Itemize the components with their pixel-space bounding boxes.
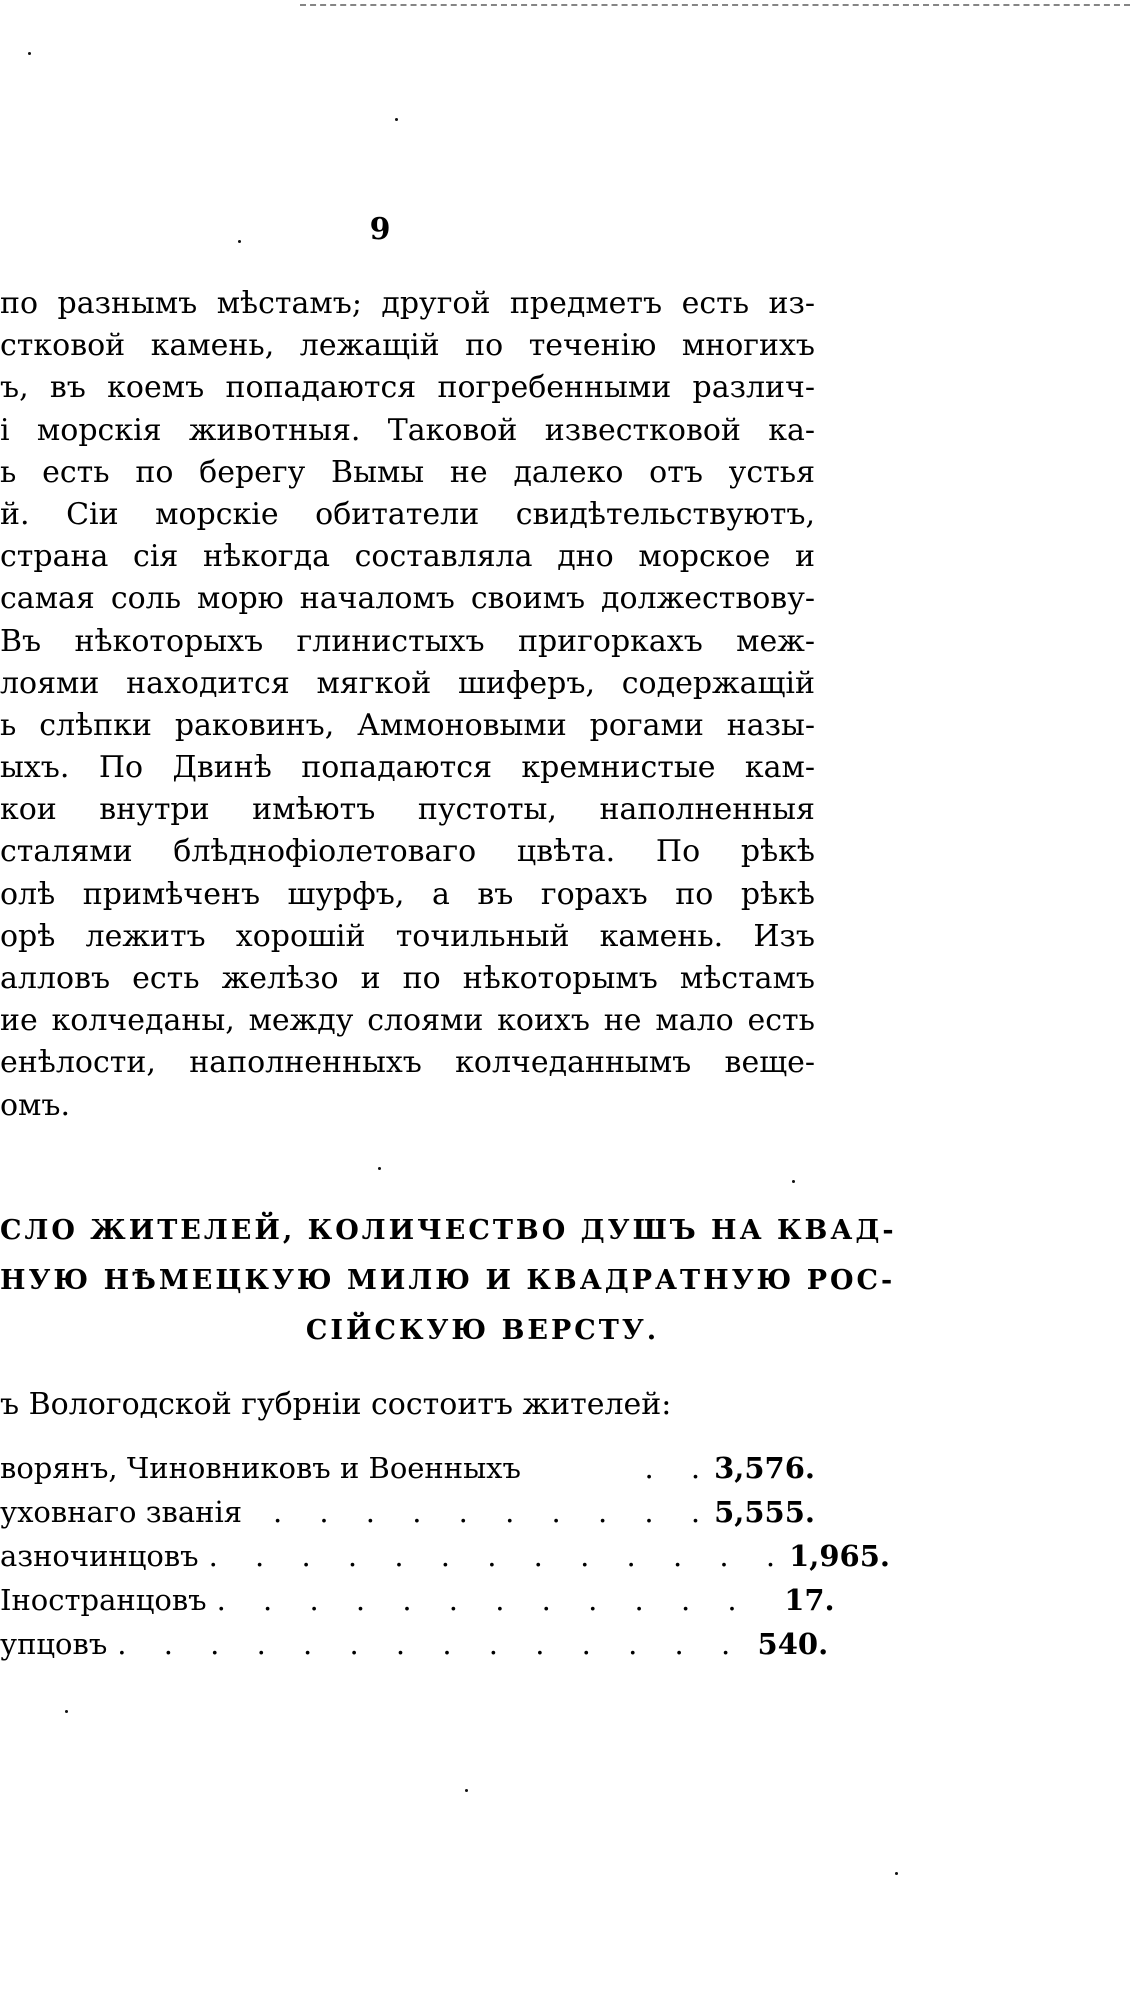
text-line: лоями находится мягкой шиферъ, содержащій [0, 665, 815, 701]
dot-leader: . . . . . . . . . . . . . . [117, 1627, 745, 1661]
dot-leader: . . . . . . . . . . . . . [208, 1539, 790, 1573]
paper-speck [238, 240, 241, 243]
table-row [0, 1534, 890, 1578]
paper-speck [895, 1872, 898, 1875]
text-line: й. Сіи морскіе обитатели свидѣтельствуютъ, [0, 496, 815, 532]
row-label: азночинцовъ [0, 1539, 199, 1573]
table-row [0, 1578, 835, 1622]
text-line: енѣлости, наполненныхъ колчеданнымъ веще- [0, 1045, 815, 1081]
text-line: Въ нѣкоторыхъ глинистыхъ пригоркахъ меж- [0, 623, 815, 659]
text-line: по разнымъ мѣстамъ; другой предметъ есть из- [0, 286, 815, 321]
population-table [0, 1446, 890, 1666]
row-value: 17. [784, 1583, 835, 1617]
text-line: ие колчеданы, между слоями коихъ не мало есть [0, 1003, 815, 1039]
text-line: олѣ примѣченъ шурфъ, а въ горахъ по рѣкѣ [0, 876, 815, 912]
row-value: 1,965. [789, 1539, 890, 1573]
text-line: кои внутри имѣютъ пустоты, наполненныя [0, 792, 815, 828]
text-line: самая соль морю началомъ своимъ должествову- [0, 581, 815, 617]
table-row [0, 1446, 815, 1490]
text-line: сталями блѣднофіолетоваго цвѣта. По рѣкѣ [0, 834, 815, 870]
text-line: ыхъ. По Двинѣ попадаются кремнистые кам- [0, 750, 815, 786]
row-value: 3,576. [714, 1451, 815, 1485]
row-value: 540. [757, 1627, 829, 1661]
paper-speck [395, 118, 398, 121]
text-line: орѣ лежитъ хорошій точильный камень. Изъ [0, 918, 815, 954]
heading-line: СЛО ЖИТЕЛЕЙ, КОЛИЧЕСТВО ДУШЪ НА КВАД- [0, 1215, 897, 1246]
row-label: Іностранцовъ [0, 1583, 207, 1617]
row-label: ворянъ, Чиновниковъ и Военныхъ [0, 1451, 521, 1485]
text-line: стковой камень, лежащій по теченію многихъ [0, 328, 815, 364]
paper-speck [65, 1710, 68, 1713]
population-intro: ъ Вологодской губрніи состоитъ жителей: [0, 1387, 672, 1422]
body-paragraph [0, 283, 815, 1127]
paper-speck [465, 1789, 468, 1792]
text-line: і морскія животныя. Таковой известковой ка- [0, 412, 815, 448]
paper-speck [378, 1167, 381, 1170]
paper-speck [792, 1180, 795, 1183]
text-line: алловъ есть желѣзо и по нѣкоторымъ мѣстамъ [0, 961, 815, 996]
text-line: ъ, въ коемъ попадаются погребенными различ- [0, 370, 815, 406]
dot-leader: . . [644, 1451, 715, 1485]
row-value: 5,555. [714, 1495, 815, 1529]
row-label: упцовъ [0, 1627, 108, 1661]
row-label: уховнаго званія [0, 1495, 243, 1529]
heading-line: СІЙСКУЮ ВЕРСТУ. [305, 1315, 660, 1346]
text-line: ь слѣпки раковинъ, Аммоновыми рогами назы- [0, 707, 815, 743]
text-line: омъ. [0, 1087, 71, 1123]
table-row [0, 1490, 815, 1534]
heading-line: НУЮ НѢМЕЦКУЮ МИЛЮ И КВАДРАТНУЮ РОС- [0, 1265, 896, 1296]
top-edge-rule [300, 4, 1130, 6]
page-number: 9 [369, 212, 391, 247]
section-heading [0, 1206, 897, 1356]
table-row [0, 1622, 829, 1666]
dot-leader: . . . . . . . . . . [272, 1495, 715, 1529]
text-line: страна сія нѣкогда составляла дно морское и [0, 539, 815, 575]
paper-speck [28, 52, 31, 55]
text-line: ь есть по берегу Вымы не далеко отъ устья [0, 454, 815, 490]
dot-leader: . . . . . . . . . . . . [216, 1583, 751, 1617]
